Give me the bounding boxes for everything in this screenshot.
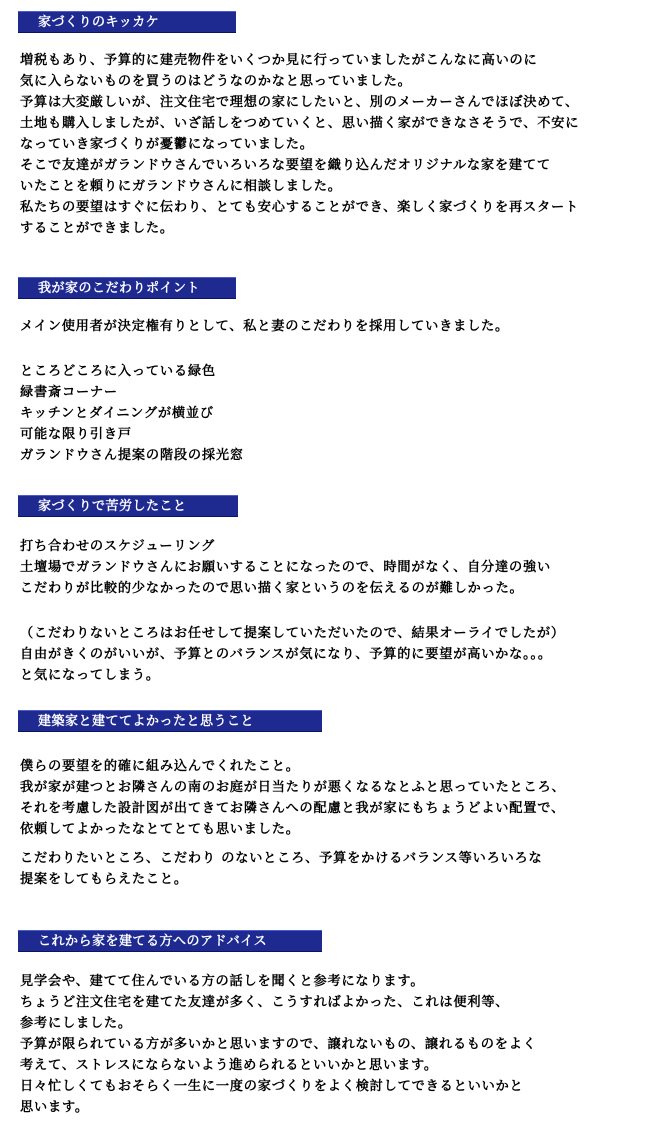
text-line: 依頼してよかったなとてとても思いました。 [20, 822, 300, 837]
text-line: 我が家が建つとお隣さんの南のお庭が日当たりが悪くなるなとふと思っていたところ、 [20, 780, 566, 795]
text-line: 自由がきくのがいいが、予算とのバランスが気になり、予算的に要望が高いかな。。。 [20, 647, 552, 662]
text-line: なっていき家づくりが憂鬱になっていました。 [20, 137, 314, 152]
text-line: と気になってしまう。 [20, 668, 160, 683]
text-line: ちょうど注文住宅を建てた友達が多く、こうすればよかった、これは便利等、 [20, 995, 510, 1010]
text-line: 日々忙しくてもおそらく一生に一度の家づくりをよく検討してできるといいかと [20, 1079, 524, 1094]
text-line: 私たちの要望はすぐに伝わり、とても安心することができ、楽しく家づくりを再スタート [20, 200, 579, 215]
text-line: いたことを頼りにガランドウさんに相談しました。 [20, 179, 342, 194]
list-item: キッチンとダイニングが横並び [20, 406, 214, 421]
text-line: 予算は大変厳しいが、注文住宅で理想の家にしたいと、別のメーカーさんでほぼ決めて、 [20, 95, 579, 110]
section-paragraph [20, 848, 543, 890]
point-list [20, 361, 244, 466]
text-line: こだわりたいところ、こだわり のないところ、予算をかけるバランス等いろいろな [20, 851, 543, 866]
list-item: 緑書斎コーナー [20, 385, 118, 400]
section-paragraph [20, 316, 509, 337]
text-line: こだわりが比較的少なかったので思い描く家というのを伝えるのが難しかった。 [20, 581, 524, 596]
section-paragraph [20, 50, 579, 239]
section-heading-kikkake: 家づくりのキッカケ [18, 11, 236, 33]
text-line: 僕らの要望を的確に組み込んでくれたこと。 [20, 759, 300, 774]
section-paragraph [20, 971, 537, 1118]
text-line: 予算が限られている方が多いかと思いますので、譲れないもの、譲れるものをよく [20, 1037, 537, 1052]
section-heading-kurou: 家づくりで苦労したこと [18, 495, 238, 517]
section-heading-kodawari: 我が家のこだわりポイント [18, 277, 236, 299]
text-line: することができました。 [20, 221, 174, 236]
list-item: ところどころに入っている緑色 [20, 364, 216, 379]
section-paragraph [20, 623, 565, 686]
list-item: 可能な限り引き戸 [20, 427, 132, 442]
text-line: 増税もあり、予算的に建売物件をいくつか見に行っていましたがこんなに高いのに [20, 53, 538, 68]
text-line: 見学会や、建てて住んでいる方の話しを聞くと参考になります。 [20, 974, 425, 989]
text-line: メイン使用者が決定権有りとして、私と妻のこだわりを採用していきました。 [20, 319, 510, 334]
text-line: 参考にしました。 [20, 1016, 132, 1031]
text-line: 気に入らないものを買うのはどうなのかなと思っていました。 [20, 74, 412, 89]
text-line: 打ち合わせのスケジューリング [20, 539, 216, 554]
section-paragraph [20, 756, 566, 840]
list-item: ガランドウさん提案の階段の採光窓 [20, 448, 244, 463]
text-line: 思います。 [20, 1100, 89, 1115]
text-line: それを考慮した設計図が出てきてお隣さんへの配慮と我が家にもちょうどよい配置で、 [20, 801, 565, 816]
section-heading-advice: これから家を建てる方へのアドバイス [18, 930, 322, 952]
text-line: 土壇場でガランドウさんにお願いすることになったので、時間がなく、自分達の強い [20, 560, 551, 575]
text-line: そこで友達がガランドウさんでいろいろな要望を織り込んだオリジナルな家を建てて [20, 158, 551, 173]
text-line: 提案をしてもらえたこと。 [20, 872, 188, 887]
section-heading-yokatta: 建築家と建ててよかったと思うこと [18, 710, 322, 732]
text-line: 土地も購入しましたが、いざ話しをつめていくと、思い描く家ができなさそうで、不安に [20, 116, 580, 131]
text-line: （こだわりないところはお任せして提案していただいたので、結果オーライでしたが） [20, 626, 565, 641]
section-paragraph [20, 536, 551, 599]
text-line: 考えて、ストレスにならないよう進められるといいかと思います。 [20, 1058, 438, 1073]
